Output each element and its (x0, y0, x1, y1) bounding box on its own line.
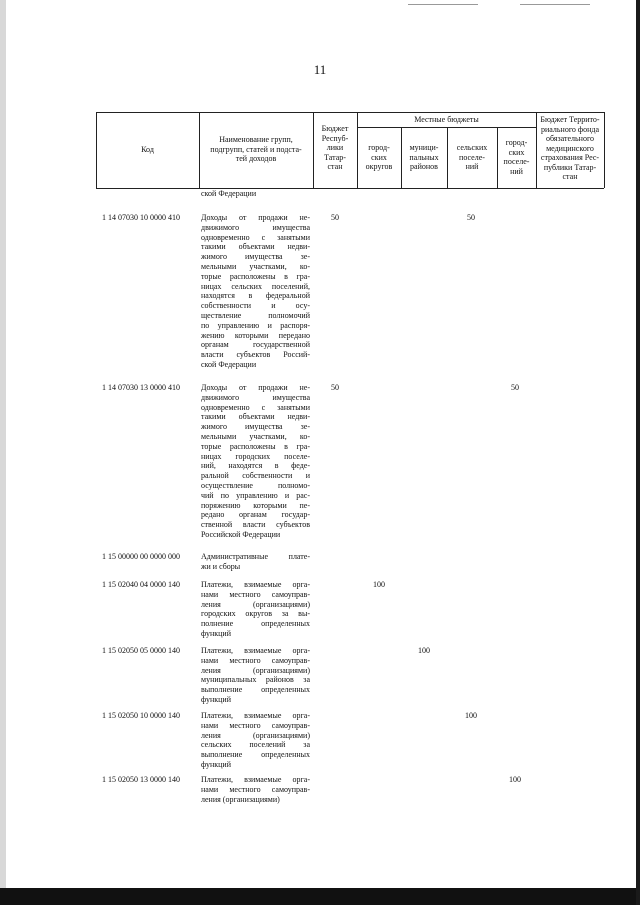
description-line: выполнение определенных (201, 685, 310, 695)
value-republic: 50 (331, 383, 339, 392)
header-column-rule (604, 112, 605, 188)
description-line: нами местного самоуправ- (201, 784, 310, 794)
value-urban-settlements: 100 (509, 775, 521, 784)
row-description (201, 646, 310, 705)
row-code: 1 15 00000 00 0000 000 (102, 552, 180, 561)
description-line: ления (организациями) (201, 665, 310, 675)
description-line: жимого имущества зе- (201, 252, 310, 262)
value-urban-settlements: 50 (511, 383, 519, 392)
description-line: такими объектами недви- (201, 242, 310, 252)
row-description (201, 775, 310, 804)
value-republic: 50 (331, 213, 339, 222)
row-description (201, 580, 310, 639)
description-line: ления (организациями) (201, 794, 280, 804)
scan-right-edge (636, 0, 640, 905)
value-rural-settlements: 100 (465, 711, 477, 720)
description-line: ществление полномочий (201, 310, 310, 320)
header-top-border (96, 112, 604, 113)
page-number: 11 (313, 62, 327, 77)
description-line: органам государственной (201, 340, 310, 350)
description-line: ний, находятся в феде- (201, 461, 310, 471)
description-line: городских округов за вы- (201, 609, 310, 619)
row-description (201, 383, 310, 540)
header-republic-budget: Бюджет Респуб- лики Татар- стан (321, 124, 349, 171)
description-line: Платежи, взимаемые орга- (201, 775, 310, 784)
description-line: нами местного самоуправ- (201, 720, 310, 730)
description-line: находятся в федеральной (201, 291, 310, 301)
description-line: Российской Федерации (201, 529, 281, 539)
description-line: Платежи, взимаемые орга- (201, 646, 310, 655)
description-line: Доходы от продажи не- (201, 383, 310, 392)
header-city-districts: город- ских округов (365, 143, 393, 171)
description-line: ницах городских поселе- (201, 451, 310, 461)
description-line: Платежи, взимаемые орга- (201, 580, 310, 589)
description-line: сельских поселений за (201, 740, 310, 750)
description-line: ления (организациями) (201, 730, 310, 740)
row-description (201, 213, 310, 370)
description-line: по управлению и распоря- (201, 320, 310, 330)
value-municipal-districts: 100 (418, 646, 430, 655)
description-line: такими объектами недви- (201, 412, 310, 422)
description-line: редано органам государ- (201, 510, 310, 520)
description-line: осуществление полномо- (201, 480, 310, 490)
description-line: собственности и осу- (201, 301, 310, 311)
description-line: мельными участками, ко- (201, 261, 310, 271)
row-description (201, 552, 310, 572)
description-line: жимого имущества зе- (201, 422, 310, 432)
header-territorial-fund: Бюджет Террито- риального фонда обязательного медицинского страхования Рес- публики Татар- стан (540, 115, 600, 181)
description-line: функций (201, 759, 231, 769)
description-line: нами местного самоуправ- (201, 589, 310, 599)
row-code: 1 14 07030 10 0000 410 (102, 213, 180, 222)
description-line: одновременно с занятыми (201, 402, 310, 412)
description-line: жению которыми передано (201, 330, 310, 340)
header-bottom-border (96, 188, 604, 189)
description-line: торые расположены в гра- (201, 441, 310, 451)
row-code: 1 14 07030 13 0000 410 (102, 383, 180, 392)
header-name: Наименование групп, подгрупп, статей и подста- тей доходов (210, 135, 302, 163)
row-code: 1 15 02040 04 0000 140 (102, 580, 180, 589)
description-line: Административные плате- (201, 552, 310, 561)
description-line: нами местного самоуправ- (201, 655, 310, 665)
description-line: мельными участками, ко- (201, 431, 310, 441)
description-line: одновременно с занятыми (201, 232, 310, 242)
description-line: ления (организациями) (201, 599, 310, 609)
header-local-budgets: Местные бюджеты (414, 115, 479, 124)
description-line: выполнение определенных (201, 750, 310, 760)
continuation-text: ской Федерации (201, 189, 257, 198)
description-line: поряжению которыми пе- (201, 500, 310, 510)
description-line: полнение определенных (201, 619, 310, 629)
description-line: ральной собственности и (201, 471, 310, 481)
header-municipal-districts: муници- пальных районов (409, 143, 439, 171)
description-line: власти субъектов Россий- (201, 350, 310, 360)
description-line: чий по управлению и рас- (201, 490, 310, 500)
value-city-districts: 100 (373, 580, 385, 589)
description-line: ственной власти субъектов (201, 520, 310, 530)
description-line: Платежи, взимаемые орга- (201, 711, 310, 720)
row-code: 1 15 02050 05 0000 140 (102, 646, 180, 655)
row-code: 1 15 02050 13 0000 140 (102, 775, 180, 784)
row-description (201, 711, 310, 770)
value-rural-settlements: 50 (467, 213, 475, 222)
description-line: движимого имущества (201, 392, 310, 402)
scan-left-edge (0, 0, 6, 905)
description-line: Доходы от продажи не- (201, 213, 310, 222)
description-line: ницах сельских поселений, (201, 281, 310, 291)
description-line: муниципальных районов за (201, 675, 310, 685)
scan-top-mark (408, 4, 478, 5)
row-code: 1 15 02050 10 0000 140 (102, 711, 180, 720)
header-rural-settlements: сельских поселе- ний (456, 143, 488, 171)
description-line: жи и сборы (201, 561, 241, 571)
description-line: ской Федерации (201, 359, 257, 369)
description-line: функций (201, 694, 231, 704)
header-code: Код (141, 145, 154, 154)
header-urban-settlements: город- ских поселе- ний (503, 138, 530, 176)
scan-bottom-edge (0, 888, 640, 905)
description-line: функций (201, 628, 231, 638)
description-line: торые расположены в гра- (201, 271, 310, 281)
scan-top-mark (520, 4, 590, 5)
description-line: движимого имущества (201, 222, 310, 232)
